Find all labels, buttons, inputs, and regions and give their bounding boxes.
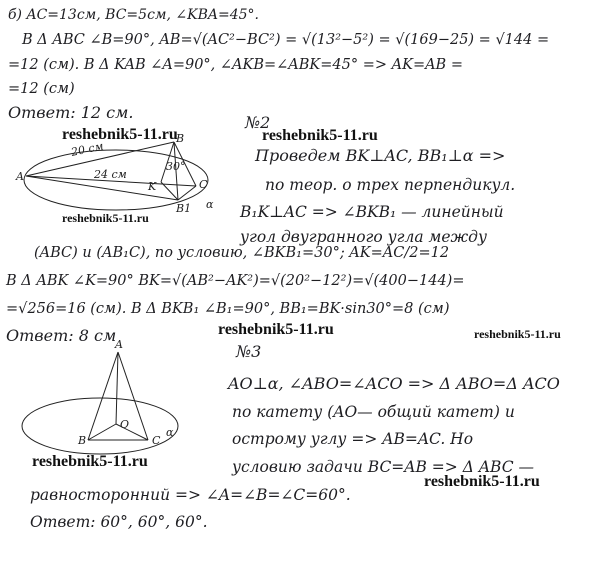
line-dihedral: угол двугранного угла между: [240, 228, 487, 246]
answer-2: Ответ: 8 см: [6, 326, 117, 345]
line-bb1: =√256=16 (см). В Δ BKB₁ ∠B₁=90°, BB₁=BK·sin30°=8 (см): [6, 301, 450, 317]
line-leg: по катету (AO— общий катет) и: [232, 403, 515, 421]
line-theorem: по теор. о трех перпендикул.: [265, 176, 516, 194]
line-given: б) AC=13см, BC=5см, ∠KBA=45°.: [8, 7, 260, 23]
fig1-label-angle: 30°: [166, 160, 186, 173]
fig2-label-A: A: [115, 338, 123, 351]
line-condition-3: условию задачи BC=AB => Δ ABC —: [232, 458, 534, 476]
answer-3: Ответ: 60°, 60°, 60°.: [30, 513, 208, 531]
fig1-label-C: C: [199, 178, 208, 191]
line-pythagoras: В Δ ABC ∠B=90°, AB=√(AC²−BC²) = √(13²−5²) = √(169−25) = √144 =: [22, 32, 550, 48]
fig2-label-B: B: [78, 434, 87, 447]
fig2-label-plane: α: [166, 426, 174, 439]
problem-2-number: №2: [245, 113, 271, 132]
line-acute-angle: острому углу => AB=AC. Но: [232, 430, 474, 448]
line-ao-perp: AO⊥α, ∠ABO=∠ACO => Δ ABO=Δ ACO: [228, 374, 560, 393]
line-result-1: =12 (см): [8, 81, 75, 97]
fig2-label-O: O: [120, 418, 130, 431]
figure-pyramid: [18, 338, 188, 458]
fig1-label-B: B: [176, 132, 185, 145]
watermark: reshebnik5-11.ru: [218, 321, 334, 338]
fig2-label-C: C: [152, 434, 161, 447]
problem-3-number: №3: [236, 342, 262, 361]
fig1-label-A: A: [16, 170, 24, 183]
line-bk: В Δ ABK ∠K=90° BK=√(AB²−AK²)=√(20²−12²)=√(400−144)=: [6, 273, 465, 289]
watermark: reshebnik5-11.ru: [474, 327, 561, 341]
line-condition: (ABC) и (AB₁C), по условию, ∠BKB₁=30°; AK=AC/2=12: [34, 245, 450, 261]
watermark: reshebnik5-11.ru: [262, 127, 378, 144]
watermark: reshebnik5-11.ru: [62, 211, 149, 225]
watermark: reshebnik5-11.ru: [62, 126, 178, 143]
fig1-label-B1: B1: [176, 202, 192, 215]
watermark: reshebnik5-11.ru: [424, 473, 540, 490]
fig1-label-AC: 24 см: [94, 168, 127, 181]
fig1-label-K: K: [148, 180, 157, 193]
line-equilateral: равносторонний => ∠A=∠B=∠C=60°.: [30, 486, 351, 504]
line-linear-angle: B₁K⊥AC => ∠BKB₁ — линейный: [240, 203, 504, 221]
fig1-label-plane: α: [206, 198, 214, 211]
line-construct: Проведем BK⊥AC, BB₁⊥α =>: [255, 146, 506, 165]
line-isosceles: =12 (см). В Δ KAB ∠A=90°, ∠AKB=∠ABK=45° => AK=AB =: [8, 57, 463, 73]
fig1-label-AB: 20 см: [69, 139, 105, 159]
watermark: reshebnik5-11.ru: [32, 453, 148, 470]
answer-1: Ответ: 12 см.: [8, 103, 134, 122]
